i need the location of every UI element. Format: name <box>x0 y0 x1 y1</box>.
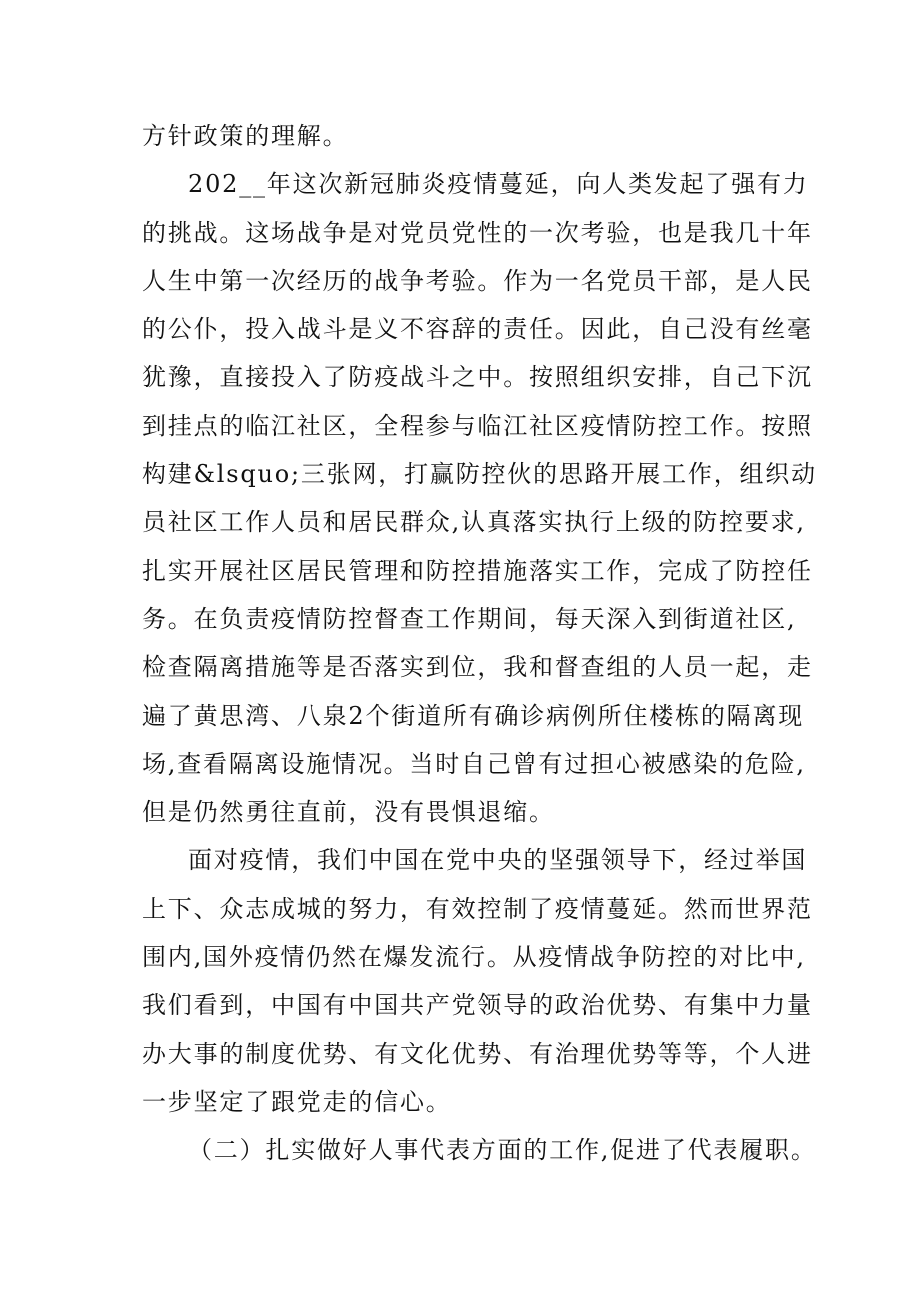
text-line: 但是仍然勇往直前，没有畏惧退缩。 <box>142 798 555 827</box>
text-line: 一步坚定了跟党走的信心。 <box>142 1087 452 1116</box>
section-heading: （二）扎实做好人事代表方面的工作,促进了代表履职。 <box>188 1136 817 1165</box>
text-line: 场,查看隔离设施情况。当时自己曾有过担心被感染的危险, <box>142 749 806 778</box>
text-line: 上下、众志成城的努力，有效控制了疫情蔓延。然而世界范 <box>142 894 813 923</box>
text-line: 检查隔离措施等是否落实到位，我和督查组的人员一起，走 <box>142 653 813 682</box>
text-line: 遍了黄思湾、八泉2个街道所有确诊病例所住楼栋的隔离现 <box>142 701 805 730</box>
text-line: 我们看到，中国有中国共产党领导的政治优势、有集中力量 <box>142 991 813 1020</box>
text-line: 扎实开展社区居民管理和防控措施落实工作，完成了防控任 <box>142 556 813 585</box>
text-line: 围内,国外疫情仍然在爆发流行。从疫情战争防控的对比中, <box>142 943 806 972</box>
text-line: 办大事的制度优势、有文化优势、有治理优势等等，个人进 <box>142 1039 813 1068</box>
document-body <box>142 112 817 1175</box>
text-line: 员社区工作人员和居民群众,认真落实执行上级的防控要求, <box>142 508 806 537</box>
paragraph-start-line: 202__年这次新冠肺炎疫情蔓延，向人类发起了强有力 <box>188 170 809 199</box>
text-line: 到挂点的临江社区，全程参与临江社区疫情防控工作。按照 <box>142 411 813 440</box>
text-line: 构建&lsquo;三张网，打赢防控伙的思路开展工作，组织动 <box>142 460 817 489</box>
text-line: 犹豫，直接投入了防疫战斗之中。按照组织安排，自己下沉 <box>142 363 813 392</box>
paragraph-start-line: 面对疫情，我们中国在党中央的坚强领导下，经过举国 <box>188 846 808 875</box>
text-line: 人生中第一次经历的战争考验。作为一名党员干部，是人民 <box>142 266 813 295</box>
text-line: 的公仆，投入战斗是义不容辞的责任。因此，自己没有丝毫 <box>142 315 813 344</box>
text-line: 的挑战。这场战争是对党员党性的一次考验，也是我几十年 <box>142 218 813 247</box>
text-line: 方针政策的理解。 <box>142 122 349 150</box>
text-line: 务。在负责疫情防控督查工作期间，每天深入到街道社区, <box>142 604 797 633</box>
